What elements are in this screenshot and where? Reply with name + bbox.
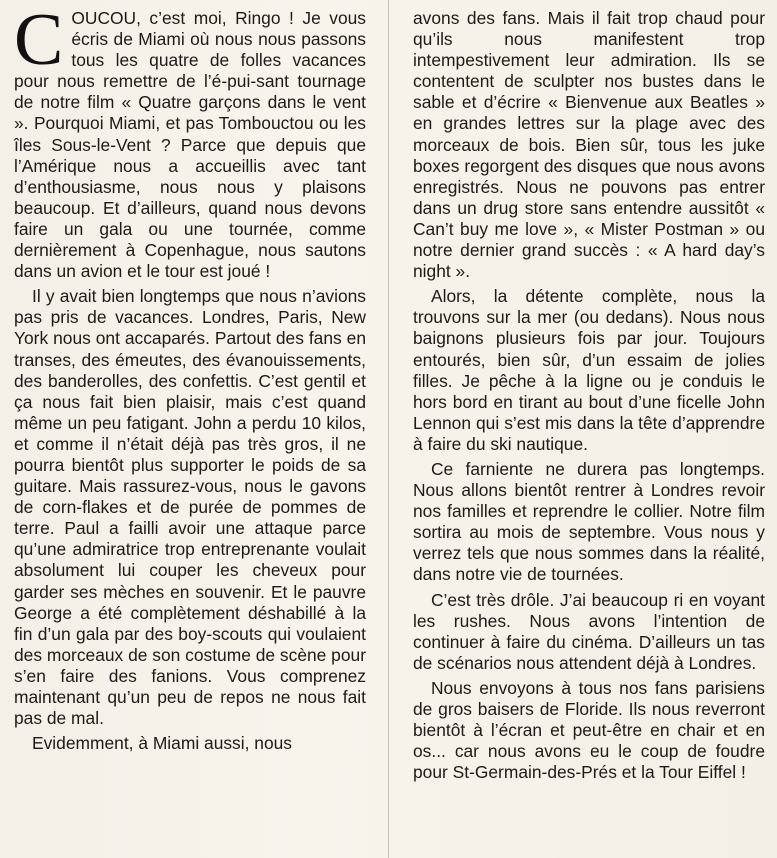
paragraph-intro bbox=[14, 0, 366, 282]
column-divider bbox=[388, 0, 389, 858]
paragraph-miami-start: Evidemment, à Miami aussi, nous bbox=[32, 733, 292, 754]
paragraph-intro-text: OUCOU, c’est moi, Ringo ! Je vous écris de Miami où nous nous passons tous les quatre de folles vacances pour nous remettre de l’é-pui-sant tournage de notre film « Quatre garçons dans le vent ». Pourquoi Miami, et pas Tombouctou ou les îles Sous-le-Vent ? Parce que depuis que l’Amérique nous a accueillis avec tant d’enthousiasme, nous nous y plaisons beaucoup. Et d’ailleurs, quand nous devons faire un gala ou une tournée, comme dernièrement à Copenhague, nous sautons dans un avion et le tour est joué ! bbox=[14, 8, 366, 282]
paragraph-farniente: Ce farniente ne durera pas longtemps. Nous allons bientôt rentrer à Londres revoir nos familles et reprendre le collier. Notre film sortira au mois de septembre. Vous nous y verrez tels que nous sommes dans la réalité, dans notre vie de tournées. bbox=[413, 458, 765, 585]
paragraph-rushes: C’est très drôle. J’ai beaucoup ri en voyant les rushes. Nous avons l’intention de continuer à faire du cinéma. D’ailleurs un tas de scénarios nous attendent déjà à Londres. bbox=[413, 589, 765, 673]
drop-cap-letter: C bbox=[14, 0, 64, 81]
paragraph-detente: Alors, la détente complète, nous la trouvons sur la mer (ou dedans). Nous nous baignons plusieurs fois par jour. Toujours entourés, bien sûr, d’un essaim de jolies filles. Je pêche à la ligne ou je conduis le hors bord en tirant au bout d’une ficelle John Lennon qui s’est mis dans la tête d’apprendre à faire du ski nautique. bbox=[413, 286, 765, 454]
right-column bbox=[413, 8, 765, 787]
paragraph-miami-continued: avons des fans. Mais il fait trop chaud pour qu’ils nous manifestent trop intempestivement leur admiration. Ils se contentent de sculpter nos bustes dans le sable et d’écrire « Bienvenue aux Beatles » en grandes lettres sur la plage avec des morceaux de bois. Bien sûr, tous les juke boxes regorgent des disques que nous avons enregistrés. Nous ne pouvons pas entrer dans un drug store sans entendre aussitôt « Can’t buy me love », « Mister Postman » ou notre dernier grand succès : « A hard day’s night ». bbox=[413, 8, 765, 282]
paragraph-vacation: Il y avait bien longtemps que nous n’avions pas pris de vacances. Londres, Paris, New York nous ont accaparés. Partout des fans en transes, des émeutes, des évanouissements, des banderolles, des confettis. C’est gentil et ça nous fait bien plaisir, mais c’est quand même un peu fatigant. John a perdu 10 kilos, et comme il n’était déjà pas très gros, il ne pourra bientôt plus supporter le poids de sa guitare. Mais rassurez-vous, nous le gavons de corn-flakes et de purée de pommes de terre. Paul a failli avoir une attaque parce qu’une admiratrice trop entreprenante voulait absolument lui couper les cheveux pour garder ses mèches en souvenir. Et le pauvre George a été complètement déshabillé à la fin d’un gala par des boy-scouts qui voulaient des morceaux de son costume de scène pour s’en faire des fanions. Vous comprenez maintenant qu’un peu de repos ne nous fait pas de mal. bbox=[14, 286, 366, 729]
left-column bbox=[14, 0, 366, 758]
paragraph-closing: Nous envoyons à tous nos fans parisiens de gros baisers de Floride. Ils nous reverront bientôt à l’écran et peut-être en chair et en os... car nous avons eu le coup de foudre pour St-Germain-des-Prés et la Tour Eiffel ! bbox=[413, 677, 765, 783]
